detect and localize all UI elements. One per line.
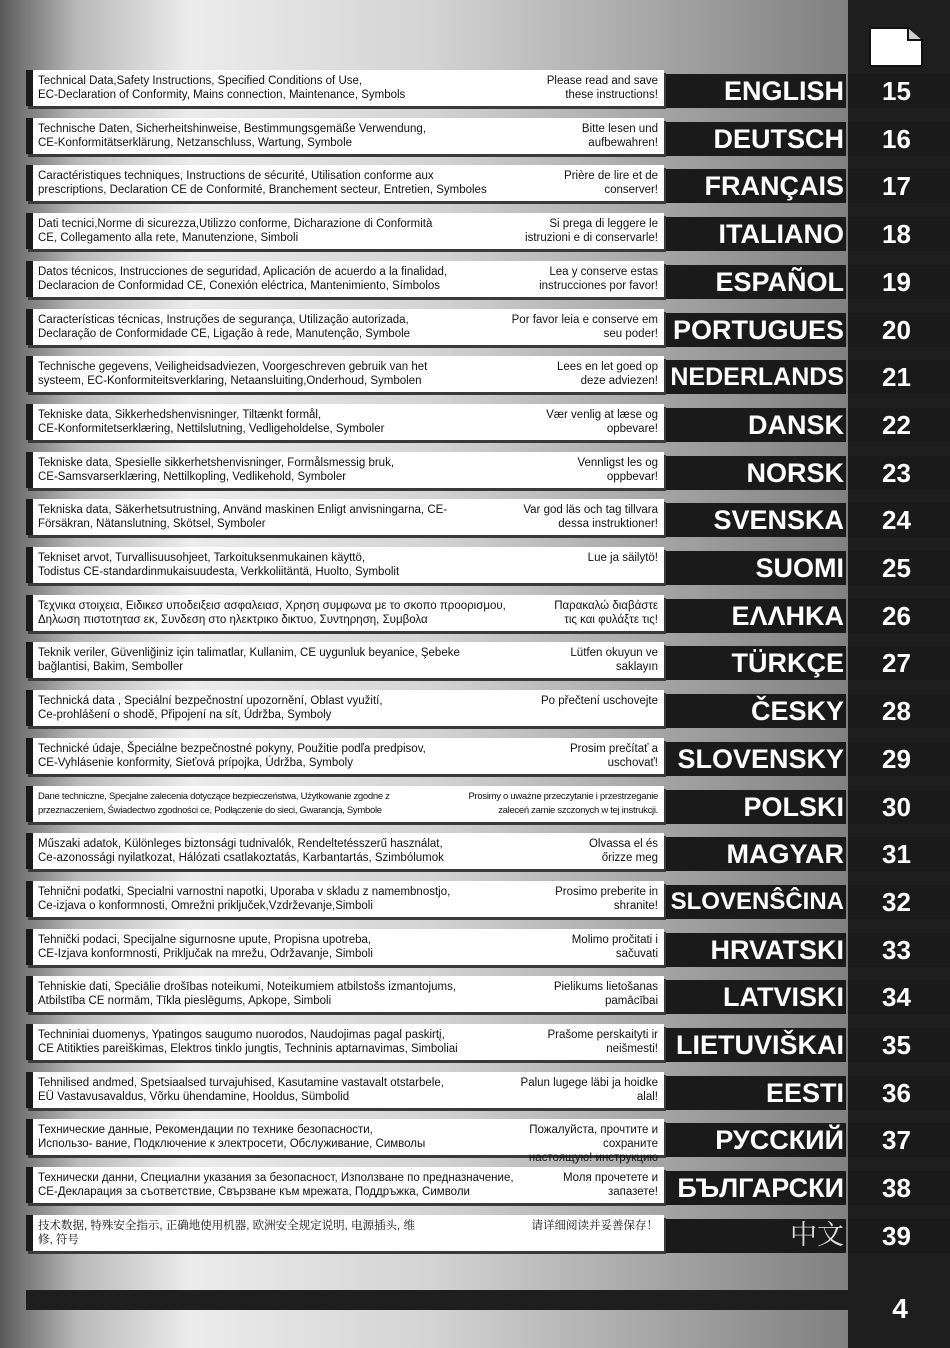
language-label[interactable]: ITALIANO xyxy=(666,217,846,251)
language-label[interactable]: POLSKI xyxy=(666,790,846,824)
toc-row[interactable] xyxy=(26,213,950,253)
read-and-save-notice: Моля прочетете и запазете! xyxy=(562,1172,658,1198)
section-contents-text: Технические данные, Рекомендации по технике безопасности, Использо- вание, Подключение к электросети, Обслуживание, Символы xyxy=(38,1124,426,1150)
toc-row[interactable] xyxy=(26,595,950,635)
read-and-save-notice: Prosimy o uważne przeczytanie i przestrzeganie zaleceń zamie szczonych w tej instrukcji. xyxy=(468,791,658,816)
read-and-save-notice: Prašome perskaityti ir neišmesti! xyxy=(547,1029,658,1055)
language-label[interactable]: TÜRKÇE xyxy=(666,646,846,680)
section-description-box xyxy=(26,165,664,201)
read-and-save-notice: Lea y conserve estas instrucciones por favor! xyxy=(539,266,658,292)
read-and-save-notice: Prière de lire et de conserver! xyxy=(564,170,658,196)
toc-row[interactable] xyxy=(26,833,950,873)
read-and-save-notice: Po přečtení uschovejte xyxy=(541,695,658,707)
section-contents-text: Technické údaje, Špeciálne bezpečnostné pokyny, Použitie podľa predpisov, CE-Vyhlásenie konformity, Sieťová prípojka, Údržba, Symboly xyxy=(38,743,426,769)
section-page-number[interactable]: 26 xyxy=(848,599,950,633)
section-page-number[interactable]: 24 xyxy=(848,503,950,537)
section-contents-text: Tekniska data, Säkerhetsutrustning, Använd maskinen Enligt anvisningarna, CE- Försäkran, Nätanslutning, Skötsel, Symboler xyxy=(38,504,448,530)
toc-row[interactable] xyxy=(26,165,950,205)
section-page-number[interactable]: 30 xyxy=(848,790,950,824)
read-and-save-notice: Molimo pročitati i sačuvati xyxy=(571,934,658,960)
section-contents-text: Características técnicas, Instruções de segurança, Utilização autorizada, Declaração de Conformidade CE, Ligação à rede, Manutenção, Symbole xyxy=(38,314,411,340)
language-label[interactable]: ENGLISH xyxy=(666,74,846,108)
section-contents-text: Technische gegevens, Veiligheidsadviezen, Voorgeschreven gebruik van het systeem, EC-Konformiteitsverklaring, Netaansluiting,Onderhoud, Symbolen xyxy=(38,361,428,387)
read-and-save-notice: 请详细阅读并妥善保存！ xyxy=(531,1220,658,1232)
section-page-number[interactable]: 23 xyxy=(848,456,950,490)
section-contents-text: Tehnički podaci, Specijalne sigurnosne upute, Propisna upotreba, CE-Izjava konformnosti, Priključak na mrežu, Održavanje, Simboli xyxy=(38,934,373,960)
section-description-box xyxy=(26,1215,664,1251)
language-label[interactable]: ČESKY xyxy=(666,694,846,728)
toc-row[interactable] xyxy=(26,929,950,969)
section-page-number[interactable]: 22 xyxy=(848,408,950,442)
section-page-number[interactable]: 25 xyxy=(848,551,950,585)
toc-row[interactable] xyxy=(26,1167,950,1207)
section-contents-text: Datos técnicos, Instrucciones de seguridad, Aplicación de acuerdo a la finalidad, Declaracion de Conformidad CE, Conexión eléctrica, Mantenimiento, Símbolos xyxy=(38,266,448,292)
section-contents-text: Technická data , Speciální bezpečnostní upozornění, Oblast využití, Ce-prohlášení o shodě, Připojení na sít, Údržba, Symboly xyxy=(38,695,383,721)
read-and-save-notice: Please read and save these instructions! xyxy=(546,75,658,101)
section-description-box xyxy=(26,786,664,822)
read-and-save-notice: Si prega di leggere le istruzioni e di conservarle! xyxy=(525,218,658,244)
language-label[interactable]: PORTUGUES xyxy=(666,313,846,347)
toc-row[interactable] xyxy=(26,547,950,587)
toc-row[interactable] xyxy=(26,786,950,826)
toc-row[interactable] xyxy=(26,309,950,349)
section-description-box xyxy=(26,118,664,154)
toc-row[interactable] xyxy=(26,690,950,730)
section-page-number[interactable]: 36 xyxy=(848,1076,950,1110)
language-label[interactable]: SVENSKA xyxy=(666,503,846,537)
toc-row[interactable] xyxy=(26,356,950,396)
section-description-box xyxy=(26,499,664,535)
section-description-box xyxy=(26,738,664,774)
section-page-number[interactable]: 29 xyxy=(848,742,950,776)
toc-row[interactable] xyxy=(26,1024,950,1064)
section-page-number[interactable]: 39 xyxy=(848,1219,950,1253)
section-description-box xyxy=(26,70,664,106)
section-page-number[interactable]: 20 xyxy=(848,313,950,347)
toc-row[interactable] xyxy=(26,738,950,778)
section-page-number[interactable]: 33 xyxy=(848,933,950,967)
section-description-box xyxy=(26,1119,664,1164)
section-description-box xyxy=(26,261,664,297)
section-page-number[interactable]: 16 xyxy=(848,122,950,156)
section-contents-text: Технически данни, Специални указания за безопасност, Използване по предназначение, CE-Декларация за съответствие, Свързване към мрежата, Поддръжка, Символи xyxy=(38,1172,514,1198)
section-contents-text: Tehnični podatki, Specialni varnostni napotki, Uporaba v skladu z namembnostjo, Ce-izjava o konformnosti, Omrežni priključek,Vzdrževanje,Simboli xyxy=(38,886,451,912)
language-label[interactable]: SUOMI xyxy=(666,551,846,585)
section-description-box xyxy=(26,1072,664,1108)
language-label[interactable]: LIETUVIŠKAI xyxy=(666,1028,846,1062)
section-page-number[interactable]: 28 xyxy=(848,694,950,728)
section-description-box xyxy=(26,309,664,345)
read-and-save-notice: Lue ja säilytö! xyxy=(587,552,658,564)
section-page-number[interactable]: 34 xyxy=(848,980,950,1014)
language-label[interactable]: 中文 xyxy=(666,1219,846,1253)
read-and-save-notice: Lütfen okuyun ve saklayın xyxy=(570,647,658,673)
language-label[interactable]: ESPAÑOL xyxy=(666,265,846,299)
section-description-box xyxy=(26,452,664,488)
toc-row[interactable] xyxy=(26,1072,950,1112)
section-description-box xyxy=(26,976,664,1012)
read-and-save-notice: Por favor leia e conserve em seu poder! xyxy=(511,314,658,340)
section-contents-text: Dane techniczne, Specjalne zalecenia dotyczące bezpieczeństwa, Użytkowanie zgodne z przeznaczeniem, Świadectwo zgodności ce, Podłączenie do sieci, Gwarancja, Symbole xyxy=(38,791,390,816)
language-label[interactable]: NORSK xyxy=(666,456,846,490)
toc-row[interactable] xyxy=(26,261,950,301)
read-and-save-notice: Prosimo preberite in shranite! xyxy=(555,886,658,912)
read-and-save-notice: Lees en let goed op deze adviezen! xyxy=(556,361,658,387)
section-description-box xyxy=(26,547,664,583)
section-page-number[interactable]: 37 xyxy=(848,1123,950,1157)
section-page-number[interactable]: 21 xyxy=(848,360,950,394)
section-page-number[interactable]: 19 xyxy=(848,265,950,299)
read-and-save-notice: Olvassa el és őrizze meg xyxy=(588,838,658,864)
language-label[interactable]: SLOVENŜĈINA xyxy=(666,885,846,919)
section-description-box xyxy=(26,213,664,249)
toc-row[interactable] xyxy=(26,499,950,539)
toc-row[interactable] xyxy=(26,976,950,1016)
section-description-box xyxy=(26,1167,664,1203)
language-label[interactable]: FRANÇAIS xyxy=(666,169,846,203)
document-icon xyxy=(868,26,924,68)
section-description-box xyxy=(26,1024,664,1060)
read-and-save-notice: Palun lugege läbi ja hoidke alal! xyxy=(520,1077,658,1103)
section-page-number[interactable]: 35 xyxy=(848,1028,950,1062)
section-page-number[interactable]: 38 xyxy=(848,1171,950,1205)
section-page-number[interactable]: 15 xyxy=(848,74,950,108)
section-page-number[interactable]: 27 xyxy=(848,646,950,680)
read-and-save-notice: Prosim prečítať a uschovať! xyxy=(569,743,658,769)
page-number: 4 xyxy=(892,1293,908,1324)
section-description-box xyxy=(26,595,664,631)
read-and-save-notice: Vennligst les og oppbevar! xyxy=(577,457,658,483)
toc-row[interactable] xyxy=(26,70,950,110)
section-contents-text: 技术数据, 特殊安全指示, 正确地使用机器, 欧洲安全规定说明, 电源插头, 维 修, 符号 xyxy=(38,1220,415,1246)
language-label[interactable]: DEUTSCH xyxy=(666,122,846,156)
section-contents-text: Technical Data,Safety Instructions, Specified Conditions of Use, EC-Declaration of Conformity, Mains connection, Maintenance, Symbols xyxy=(38,75,406,101)
section-contents-text: Dati tecnici,Norme di sicurezza,Utilizzo conforme, Dicharazione di Conformità CE, Collegamento alla rete, Manutenzione, Simboli xyxy=(38,218,433,244)
section-contents-text: Technische Daten, Sicherheitshinweise, Bestimmungsgemäße Verwendung, CE-Konformitätserklärung, Netzanschluss, Wartung, Symbole xyxy=(38,123,427,149)
section-contents-text: Tehnilised andmed, Spetsiaalsed turvajuhised, Kasutamine vastavalt otstarbele, EÜ Vastavusavaldus, Võrku ühendamine, Hooldus, Sümbolid xyxy=(38,1077,444,1103)
section-contents-text: Caractéristiques techniques, Instructions de sécurité, Utilisation conforme aux prescriptions, Declaration CE de Conformité, Branchement secteur, Entretien, Symboles xyxy=(38,170,487,196)
toc-row[interactable] xyxy=(26,642,950,682)
read-and-save-notice: Пожалуйста, прочтите и сохраните настоящую! инструкцию xyxy=(528,1124,658,1164)
language-label[interactable]: SLOVENSKY xyxy=(666,742,846,776)
toc-row[interactable] xyxy=(26,404,950,444)
read-and-save-notice: Παρακαλώ διαβάστε τις και φυλάξτε τις! xyxy=(554,600,658,626)
toc-row[interactable] xyxy=(26,1215,950,1255)
language-label[interactable]: БЪЛГАРСКИ xyxy=(666,1171,846,1205)
read-and-save-notice: Var god läs och tag tillvara dessa instruktioner! xyxy=(523,504,658,530)
read-and-save-notice: Bitte lesen und aufbewahren! xyxy=(581,123,658,149)
language-label[interactable]: ΕΛΛΗΚΑ xyxy=(666,599,846,633)
language-label[interactable]: LATVISKI xyxy=(666,980,846,1014)
language-label[interactable]: NEDERLANDS xyxy=(666,360,846,394)
section-contents-text: Tehniskie dati, Speciālie drošības noteikumi, Noteikumiem atbilstošs izmantojums, Atbilstība CE normām, Tīkla pieslēgums, Apkope, Simboli xyxy=(38,981,457,1007)
section-page-number[interactable]: 18 xyxy=(848,217,950,251)
section-contents-text: Teknik veriler, Güvenliğiniz için talimatlar, Kullanim, CE uygunluk beyanice, Şebeke bağlantisi, Bakim, Semboller xyxy=(38,647,460,673)
section-description-box xyxy=(26,833,664,869)
section-contents-text: Tekniske data, Spesielle sikkerhetshenvisninger, Formålsmessig bruk, CE-Samsvarserklæring, Nettilkopling, Vedlikehold, Symboler xyxy=(38,457,395,483)
section-contents-text: Techniniai duomenys, Ypatingos saugumo nuorodos, Naudojimas pagal paskirtį, CE Atitikties pareiškimas, Elektros tinklo jungtis, Techninis aptarnavimas, Simboliai xyxy=(38,1029,458,1055)
toc-row[interactable] xyxy=(26,881,950,921)
read-and-save-notice: Pielikums lietošanas pamācībai xyxy=(553,981,658,1007)
language-label[interactable]: MAGYAR xyxy=(666,837,846,871)
language-label[interactable]: РУССКИЙ xyxy=(666,1123,846,1157)
language-label[interactable]: HRVATSKI xyxy=(666,933,846,967)
section-description-box xyxy=(26,881,664,917)
section-page-number[interactable]: 17 xyxy=(848,169,950,203)
section-contents-text: Tekniske data, Sikkerhedshenvisninger, Tiltænkt formål, CE-Konformitetserklæring, Nettilslutning, Vedligeholdelse, Symboler xyxy=(38,409,385,435)
section-description-box xyxy=(26,404,664,440)
toc-row[interactable] xyxy=(26,118,950,158)
language-label[interactable]: DANSK xyxy=(666,408,846,442)
toc-row[interactable] xyxy=(26,452,950,492)
section-contents-text: Τεχνικα στοιχεια, Ειδικεσ υποδειξεισ ασφαλειασ, Χρηση συμφωνα με το σκοπο προορισμου, Δηλωση πιστοτητασ εκ, Συνδεση στο ηλεκτρικο δικτυο, Συντηρηση, Συμβολα xyxy=(38,600,506,626)
read-and-save-notice: Vær venlig at læse og opbevare! xyxy=(546,409,658,435)
footer-bar xyxy=(26,1290,950,1310)
toc-row[interactable] xyxy=(26,1119,950,1164)
language-label[interactable]: EESTI xyxy=(666,1076,846,1110)
section-page-number[interactable]: 32 xyxy=(848,885,950,919)
section-contents-text: Műszaki adatok, Különleges biztonsági tudnivalók, Rendeltetésszerű használat, Ce-azonossági nyilatkozat, Hálózati csatlakoztatás, Karbantartás, Szimbólumok xyxy=(38,838,444,864)
section-description-box xyxy=(26,929,664,965)
section-description-box xyxy=(26,356,664,392)
section-contents-text: Tekniset arvot, Turvallisuusohjeet, Tarkoituksenmukainen käyttö, Todistus CE-standardinmukaisuudesta, Verkkoliitäntä, Huolto, Symbolit xyxy=(38,552,400,578)
section-description-box xyxy=(26,642,664,678)
section-page-number[interactable]: 31 xyxy=(848,837,950,871)
section-description-box xyxy=(26,690,664,726)
